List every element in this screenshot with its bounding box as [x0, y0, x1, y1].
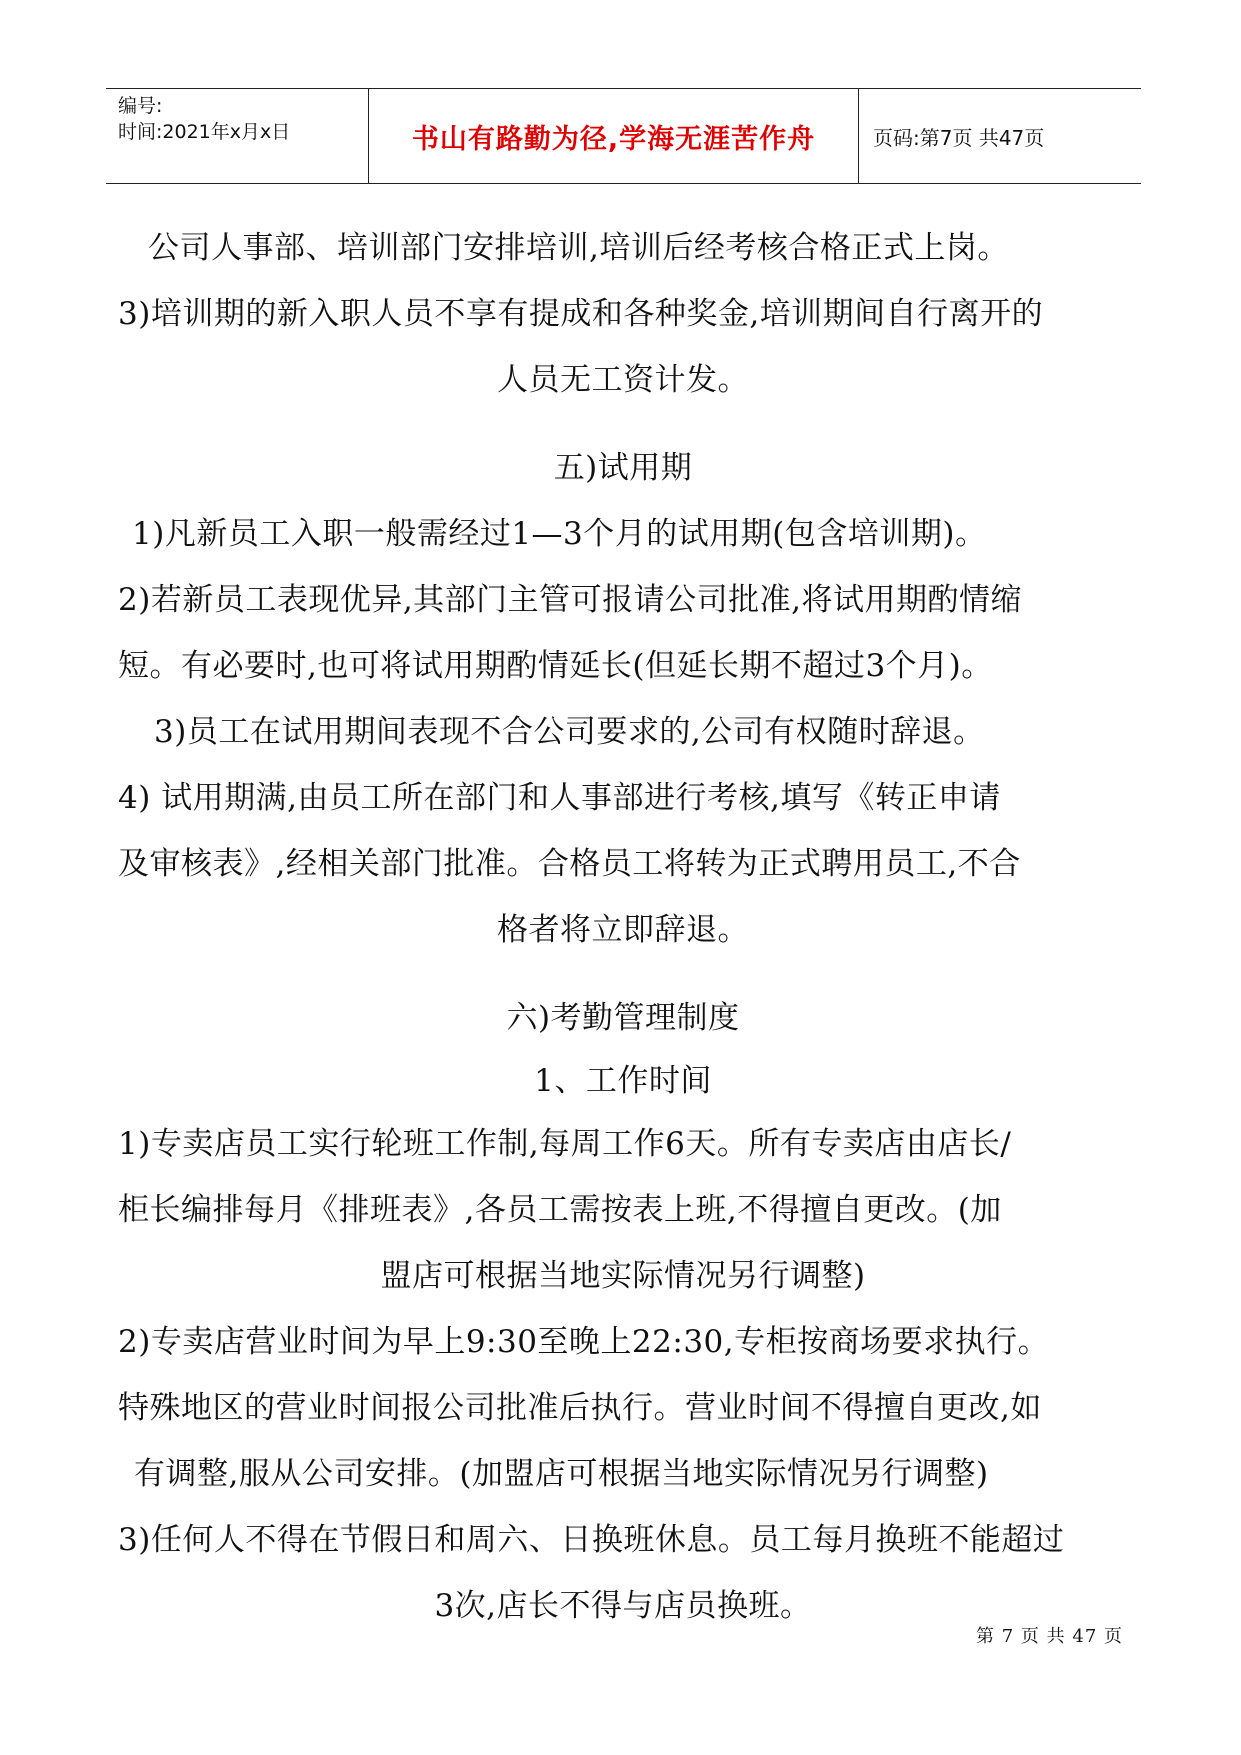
- paragraph-line: 盟店可根据当地实际情况另行调整): [380, 1258, 866, 1294]
- paragraph-line: 特殊地区的营业时间报公司批准后执行。营业时间不得擅自更改,如: [118, 1390, 1042, 1426]
- document-body: [118, 215, 1128, 1639]
- subsection-heading: 1、工作时间: [534, 1063, 712, 1099]
- number-label: 编号:: [118, 95, 163, 117]
- header-page-info-cell: [859, 89, 1141, 183]
- paragraph-line: 及审核表》,经相关部门批准。合格员工将转为正式聘用员工,不合: [118, 846, 1021, 882]
- paragraph-line: 3次,店长不得与店员换班。: [434, 1588, 812, 1624]
- time-label: 时间:2021年x月x日: [118, 121, 291, 143]
- paragraph-line: 3)员工在试用期间表现不合公司要求的,公司有权随时辞退。: [154, 714, 985, 750]
- paragraph-line: 人员无工资计发。: [497, 362, 749, 398]
- paragraph-line: 柜长编排每月《排班表》,各员工需按表上班,不得擅自更改。(加: [118, 1192, 1002, 1228]
- page-header: [106, 88, 1141, 184]
- paragraph-line: 2)若新员工表现优异,其部门主管可报请公司批准,将试用期酌情缩: [118, 582, 1023, 618]
- paragraph-line: 3)培训期的新入职人员不享有提成和各种奖金,培训期间自行离开的: [118, 296, 1044, 332]
- header-meta: [106, 89, 369, 183]
- section-heading: 六)考勤管理制度: [506, 1000, 740, 1036]
- header-motto-cell: [369, 89, 859, 183]
- paragraph-line: 4) 试用期满,由员工所在部门和人事部进行考核,填写《转正申请: [118, 780, 1001, 816]
- section-heading: 五)试用期: [553, 450, 693, 486]
- paragraph-line: 1)专卖店员工实行轮班工作制,每周工作6天。所有专卖店由店长/: [118, 1126, 1012, 1162]
- paragraph-line: 短。有必要时,也可将试用期酌情延长(但延长期不超过3个月)。: [118, 648, 993, 684]
- paragraph-line: 1)凡新员工入职一般需经过1—3个月的试用期(包含培训期)。: [132, 516, 987, 552]
- paragraph-line: 公司人事部、培训部门安排培训,培训后经考核合格正式上岗。: [148, 230, 1009, 266]
- paragraph-line: 2)专卖店营业时间为早上9:30至晚上22:30,专柜按商场要求执行。: [118, 1324, 1050, 1360]
- paragraph-line: 3)任何人不得在节假日和周六、日换班休息。员工每月换班不能超过: [118, 1522, 1065, 1558]
- motto-text: 书山有路勤为径,学海无涯苦作舟: [411, 123, 816, 155]
- page-info: 页码:第7页 共47页: [873, 125, 1045, 150]
- paragraph-line: 格者将立即辞退。: [497, 912, 749, 948]
- page-footer-number: 第 7 页 共 47 页: [976, 1626, 1123, 1647]
- paragraph-line: 有调整,服从公司安排。(加盟店可根据当地实际情况另行调整): [134, 1456, 989, 1492]
